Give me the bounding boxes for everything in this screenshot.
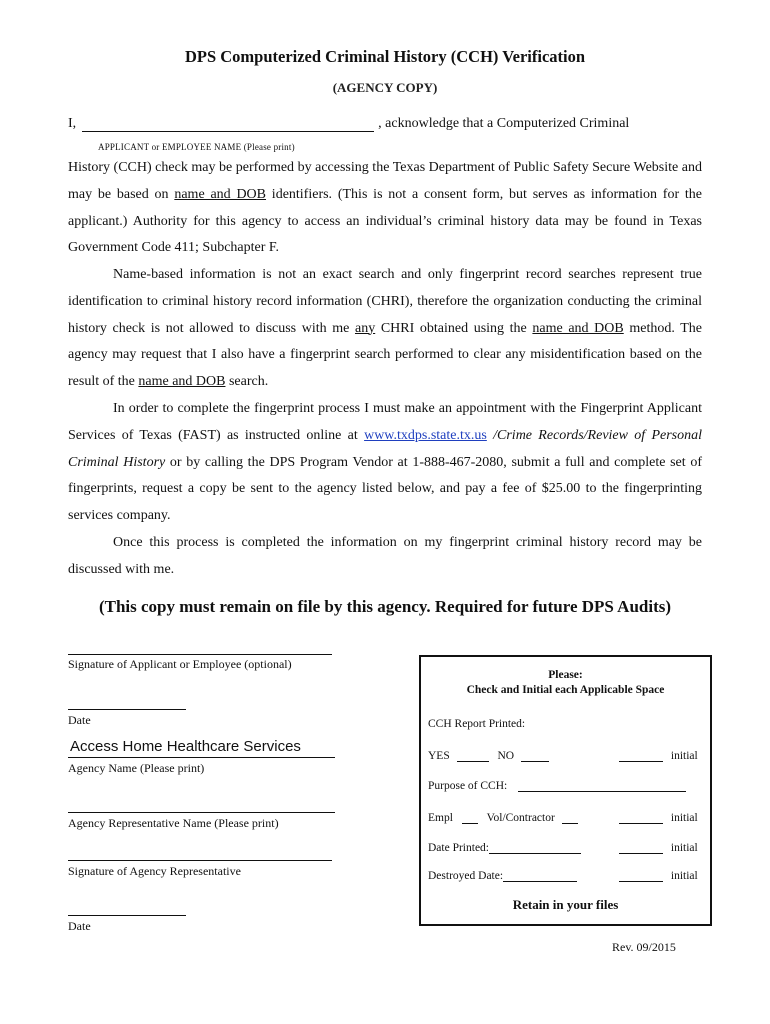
body-paragraph-4 — [68, 530, 702, 584]
initial-row-4 — [619, 870, 698, 882]
body-paragraph-1 — [68, 155, 702, 262]
yes-blank[interactable] — [457, 750, 489, 762]
date-caption-2: Date — [68, 919, 91, 933]
para4-text: Once this process is completed the information on my fingerprint criminal history record may be discussed with me. — [68, 535, 702, 577]
empl-blank[interactable] — [462, 812, 478, 824]
intro-prefix: I, — [68, 116, 77, 131]
para2-text-1: Name-based information is not an exact search and only fingerprint record searches represent true identification to criminal history record information (CHRI), therefore the organization conducting the criminal history check is not allowed to discuss with me — [68, 267, 702, 336]
vol-contractor-blank[interactable] — [562, 812, 578, 824]
initial-label-1: initial — [670, 750, 698, 762]
destroyed-date-label: Destroyed Date: — [428, 870, 504, 882]
para1-text-2: identifiers. (This is not a consent form, but serves as information for the applicant.) Authority for this agency to access an individual’s criminal history data may be found in Texas Government Code 411; Subchapter F. — [68, 186, 703, 256]
purpose-label: Purpose of CCH: — [428, 780, 508, 792]
purpose-blank[interactable] — [518, 780, 686, 792]
initial-label-2: initial — [670, 812, 698, 824]
para1-underline-1: name and DOB — [174, 186, 267, 202]
para2-underline-3: name and DOB — [138, 374, 226, 390]
para3-italic-path: /Crime Records/Review of Personal Criminal History — [68, 427, 702, 470]
rep-name-line[interactable] — [68, 812, 335, 813]
dps-website-link[interactable]: www.txdps.state.tx.us — [364, 427, 487, 443]
no-blank[interactable] — [521, 750, 549, 762]
date-printed-row — [428, 842, 581, 854]
yes-no-row — [428, 750, 549, 762]
body-paragraph-2 — [68, 262, 702, 396]
applicant-name-caption: APPLICANT or EMPLOYEE NAME (Please print) — [98, 142, 295, 152]
intro-suffix: , acknowledge that a Computerized Criminal — [378, 116, 630, 131]
initial-blank-3[interactable] — [619, 842, 663, 854]
rep-signature-line[interactable] — [68, 860, 332, 861]
initial-row-3 — [619, 842, 698, 854]
rep-name-caption: Agency Representative Name (Please print) — [68, 816, 279, 830]
report-printed-label: CCH Report Printed: — [428, 718, 526, 730]
para3-text-1: In order to complete the fingerprint process I must make an appointment with the Fingerprint Applicant Services of Texas (FAST) as instructed online at — [68, 401, 702, 443]
initial-label-3: initial — [670, 842, 698, 854]
applicant-name-field[interactable] — [82, 117, 374, 132]
applicant-signature-caption: Signature of Applicant or Employee (optional) — [68, 657, 292, 671]
purpose-row — [428, 780, 686, 792]
para2-text-4: search. — [225, 374, 269, 390]
initial-blank-1[interactable] — [619, 750, 663, 762]
yes-label: YES — [428, 750, 450, 762]
para2-underline-2: name and DOB — [532, 320, 624, 336]
agency-checklist-box — [419, 655, 712, 926]
para2-underline-1: any — [354, 320, 376, 336]
revision-label: Rev. 09/2015 — [612, 940, 676, 954]
empl-vol-row — [428, 812, 578, 824]
destroyed-date-blank[interactable] — [503, 870, 577, 882]
no-label: NO — [497, 750, 515, 762]
body-paragraph-3 — [68, 396, 702, 530]
retain-footer: Retain in your files — [512, 897, 619, 912]
date-line-2[interactable] — [68, 915, 186, 916]
empl-label: Empl — [428, 812, 453, 824]
agency-name-caption: Agency Name (Please print) — [68, 761, 205, 775]
date-printed-label: Date Printed: — [428, 842, 489, 854]
date-caption-1: Date — [68, 713, 91, 727]
agency-name-line — [68, 757, 335, 758]
box-heading-please: Please: — [548, 669, 583, 681]
destroyed-date-row — [428, 870, 577, 882]
rep-signature-caption: Signature of Agency Representative — [68, 864, 241, 878]
date-line-1[interactable] — [68, 709, 186, 710]
initial-blank-4[interactable] — [619, 870, 663, 882]
para2-text-2: CHRI obtained using the — [375, 320, 533, 336]
applicant-signature-line[interactable] — [68, 654, 332, 655]
para2-text-3: method. The agency may request that I also have a fingerprint search performed to clear any misidentification based on the result of the — [68, 320, 702, 390]
para3-text-2: or by calling the DPS Program Vendor at 1-888-467-2080, submit a full and complete set of fingerprints, request a copy be sent to the agency listed below, and pay a fee of $25.00 to the fingerprinting services company. — [68, 454, 702, 524]
vol-contractor-label: Vol/Contractor — [486, 812, 555, 824]
initial-row-1 — [619, 750, 698, 762]
acknowledgement-line — [68, 116, 629, 132]
initial-label-4: initial — [670, 870, 698, 882]
agency-name-value[interactable]: Access Home Healthcare Services — [70, 738, 301, 755]
box-heading-instruction: Check and Initial each Applicable Space — [466, 684, 665, 696]
initial-blank-2[interactable] — [619, 812, 663, 824]
para1-text-1: History (CCH) check may be performed by accessing the Texas Department of Public Safety Secure Website and may be based on — [68, 160, 702, 202]
page-title: DPS Computerized Criminal History (CCH) Verification — [184, 47, 586, 66]
initial-row-2 — [619, 812, 698, 824]
page-subtitle: (AGENCY COPY) — [332, 80, 438, 95]
retention-notice: (This copy must remain on file by this agency. Required for future DPS Audits) — [98, 597, 672, 616]
date-printed-blank[interactable] — [489, 842, 581, 854]
